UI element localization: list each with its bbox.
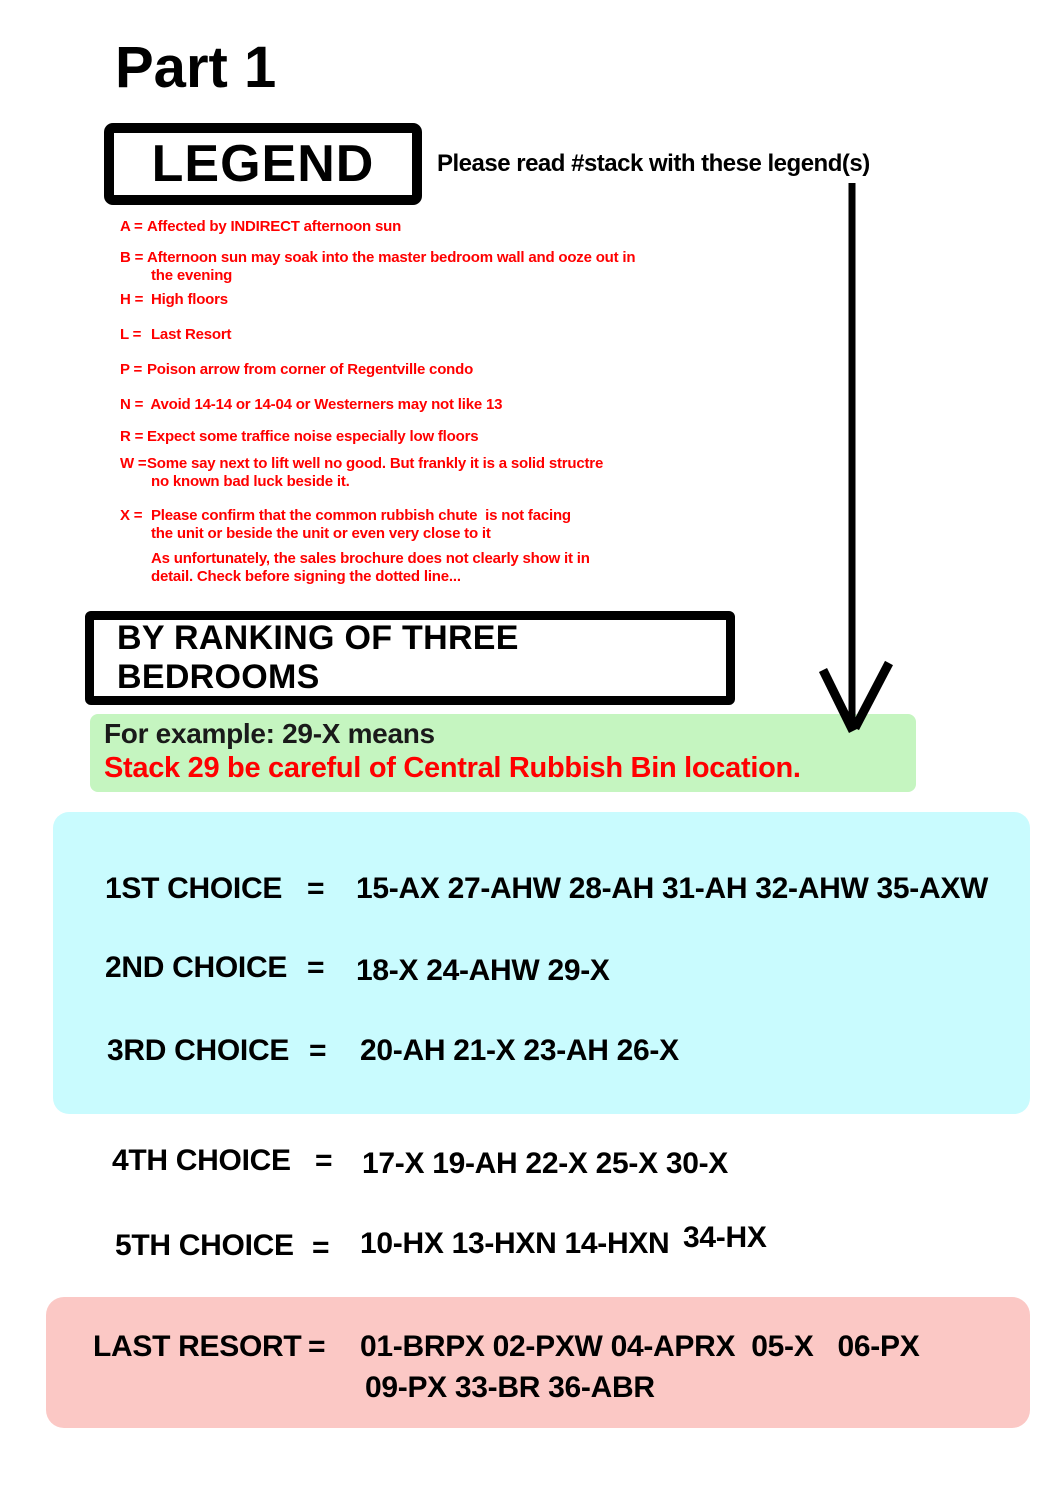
legend-text: detail. Check before signing the dotted line... — [151, 568, 461, 585]
legend-key: L = — [120, 326, 142, 343]
legend-item-l — [120, 326, 231, 344]
choice-label: 3RD CHOICE — [107, 1034, 290, 1067]
ranking-title: BY RANKING OF THREE BEDROOMS — [117, 619, 519, 696]
legend-key: P = — [120, 361, 143, 378]
legend-text: High floors — [147, 291, 228, 308]
last-resort-row-2 — [0, 1371, 1060, 1409]
choice-row-1st — [0, 872, 1060, 910]
example-banner — [90, 714, 916, 792]
legend-text: Avoid 14-14 or 14-04 or Westerners may not like 13 — [147, 396, 503, 413]
legend-text: Please confirm that the common rubbish chute is not facing — [147, 507, 571, 524]
choice-label: 1ST CHOICE — [105, 872, 283, 905]
legend-text: As unfortunately, the sales brochure does not clearly show it in — [151, 550, 590, 567]
down-arrow-icon — [805, 183, 905, 738]
legend-item-n — [120, 396, 502, 414]
choice-value: 20-AH 21-X 23-AH 26-X — [360, 1034, 679, 1067]
legend-text: the unit or beside the unit or even very close to it — [151, 525, 491, 542]
last-resort-value-line1: 01-BRPX 02-PXW 04-APRX 05-X 06-PX — [360, 1330, 920, 1363]
legend-item-a — [120, 218, 401, 236]
choice-value: 15-AX 27-AHW 28-AH 31-AH 32-AHW 35-AXW — [356, 872, 989, 905]
ranking-title-box — [85, 611, 735, 705]
legend-key: B = — [120, 249, 144, 266]
legend-item-r — [120, 428, 478, 446]
equals-sign: = — [312, 1231, 330, 1264]
legend-key: W = — [120, 455, 147, 472]
legend-item-w — [120, 455, 603, 491]
legend-text: no known bad luck beside it. — [151, 473, 350, 490]
legend-text: Some say next to lift well no good. But frankly it is a solid structre — [147, 455, 604, 472]
choice-value: 17-X 19-AH 22-X 25-X 30-X — [362, 1147, 729, 1180]
legend-item-b — [120, 249, 635, 285]
part-title: Part 1 — [115, 35, 277, 100]
legend-box — [104, 123, 422, 205]
choice-value: 18-X 24-AHW 29-X — [356, 954, 610, 987]
legend-item-p — [120, 361, 473, 379]
choice-value: 10-HX 13-HXN 14-HXN — [360, 1227, 670, 1260]
equals-sign: = — [307, 951, 325, 984]
legend-note: Please read #stack with these legend(s) — [437, 150, 870, 177]
legend-text: Affected by INDIRECT afternoon sun — [147, 218, 402, 235]
legend-key: X = — [120, 507, 143, 524]
equals-sign: = — [315, 1144, 333, 1177]
equals-sign: = — [308, 1330, 326, 1363]
legend-box-title: LEGEND — [151, 135, 375, 193]
legend-text: the evening — [151, 267, 233, 284]
legend-text: Poison arrow from corner of Regentville condo — [147, 361, 474, 378]
equals-sign: = — [307, 872, 325, 905]
last-resort-row — [0, 1330, 1060, 1368]
legend-key: H = — [120, 291, 144, 308]
example-line-black: For example: 29-X means — [104, 718, 435, 749]
choice-row-4th — [0, 1144, 1060, 1182]
choice-row-2nd — [0, 951, 1060, 989]
last-resort-label: LAST RESORT — [93, 1330, 302, 1363]
choice-row-5th — [0, 1221, 1060, 1265]
choice-label: 2ND CHOICE — [105, 951, 288, 984]
legend-key: R = — [120, 428, 144, 445]
legend-item-x — [120, 507, 590, 586]
equals-sign: = — [309, 1034, 327, 1067]
last-resort-value-line2: 09-PX 33-BR 36-ABR — [365, 1371, 655, 1404]
legend-text: Last Resort — [147, 326, 232, 343]
legend-text: Expect some traffice noise especially low floors — [147, 428, 479, 445]
choice-label: 5TH CHOICE — [115, 1229, 294, 1262]
choice-value-offset: 34-HX — [683, 1221, 767, 1254]
choice-label: 4TH CHOICE — [112, 1144, 291, 1177]
legend-item-h — [120, 291, 228, 309]
legend-key: A = — [120, 218, 143, 235]
choice-row-3rd — [0, 1034, 1060, 1072]
example-line-red: Stack 29 be careful of Central Rubbish Bin location. — [104, 752, 801, 784]
legend-key: N = — [120, 396, 144, 413]
legend-text: Afternoon sun may soak into the master bedroom wall and ooze out in — [147, 249, 636, 266]
